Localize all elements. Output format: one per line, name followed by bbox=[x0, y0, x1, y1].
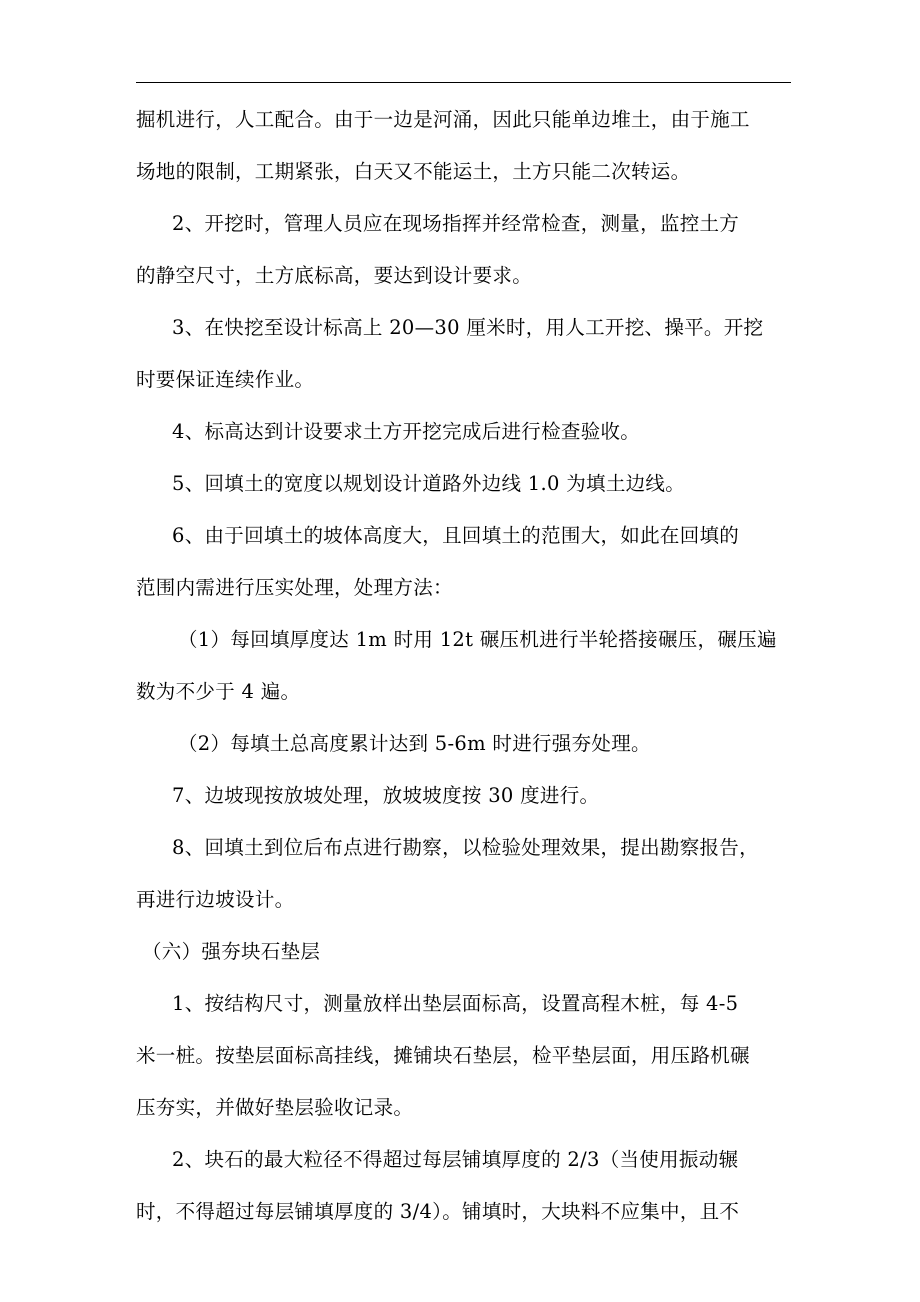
text-line: 再进行边坡设计。 bbox=[136, 888, 295, 911]
text-line: 8、回填土到位后布点进行勘察，以检验处理效果，提出勘察报告， bbox=[172, 836, 759, 859]
text-line: 掘机进行，人工配合。由于一边是河涌，因此只能单边堆土，由于施工 bbox=[136, 108, 750, 131]
text-line: 1、按结构尺寸，测量放样出垫层面标高，设置高程木桩，每 4-5 bbox=[172, 992, 739, 1015]
text-line: 的静空尺寸，土方底标高，要达到设计要求。 bbox=[136, 264, 533, 287]
header-rule bbox=[136, 82, 791, 83]
text-line: 场地的限制，工期紧张，白天又不能运土，土方只能二次转运。 bbox=[136, 160, 691, 183]
text-line: 时，不得超过每层铺填厚度的 3/4）。铺填时，大块料不应集中，且不 bbox=[136, 1200, 740, 1223]
text-line: 5、回填土的宽度以规划设计道路外边线 1.0 为填土边线。 bbox=[172, 472, 686, 495]
text-line: 6、由于回填土的坡体高度大，且回填土的范围大，如此在回填的 bbox=[172, 524, 740, 547]
text-line: 压夯实，并做好垫层验收记录。 bbox=[136, 1096, 414, 1119]
text-line: （1）每回填厚度达 1m 时用 12t 碾压机进行半轮搭接碾压，碾压遍 bbox=[178, 628, 777, 651]
text-line: 数为不少于 4 遍。 bbox=[136, 680, 301, 703]
text-line: 3、在快挖至设计标高上 20—30 厘米时，用人工开挖、操平。开挖 bbox=[172, 316, 764, 339]
section-heading: （六）强夯块石垫层 bbox=[142, 940, 321, 963]
text-line: 范围内需进行压实处理，处理方法： bbox=[136, 576, 453, 599]
text-line: 2、块石的最大粒径不得超过每层铺填厚度的 2/3（当使用振动辗 bbox=[172, 1148, 739, 1171]
text-line: （2）每填土总高度累计达到 5-6m 时进行强夯处理。 bbox=[178, 732, 651, 755]
text-line: 米一桩。按垫层面标高挂线，摊铺块石垫层，检平垫层面，用压路机碾 bbox=[136, 1044, 750, 1067]
text-line: 2、开挖时，管理人员应在现场指挥并经常检查，测量，监控土方 bbox=[172, 212, 740, 235]
text-line: 时要保证连续作业。 bbox=[136, 368, 315, 391]
text-line: 7、边坡现按放坡处理，放坡坡度按 30 度进行。 bbox=[172, 784, 600, 807]
text-line: 4、标高达到计设要求土方开挖完成后进行检查验收。 bbox=[172, 420, 641, 443]
